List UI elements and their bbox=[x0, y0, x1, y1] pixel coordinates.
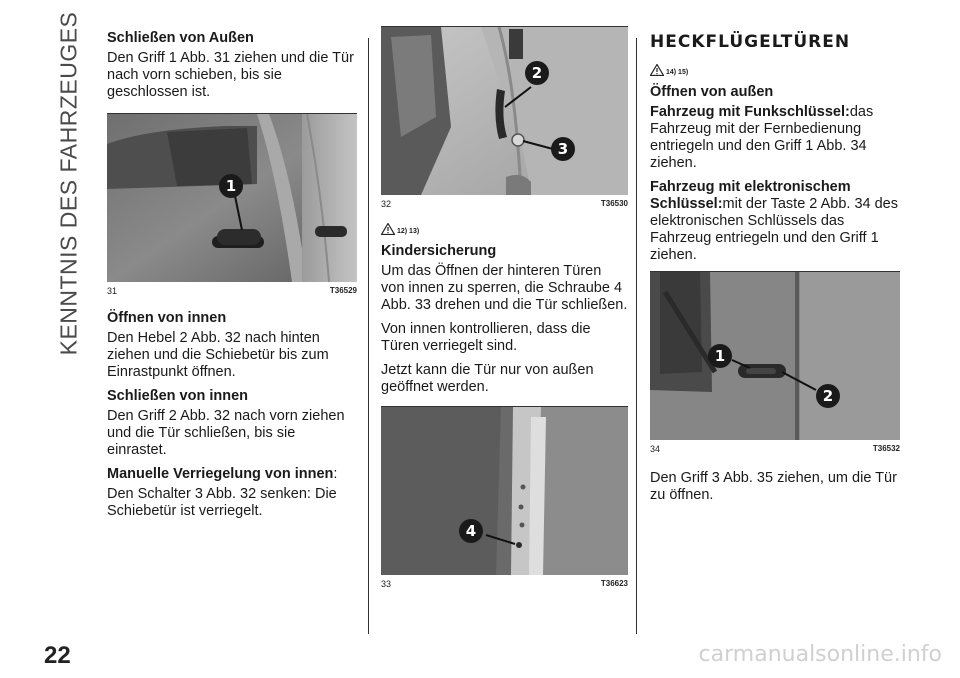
figure-33-image bbox=[381, 407, 628, 575]
paragraph bbox=[650, 104, 900, 172]
figure-number: 33 bbox=[381, 579, 392, 589]
figure-34-caption bbox=[650, 440, 900, 454]
rear-door-handle-illustration bbox=[650, 272, 900, 440]
heading-oeffnen-aussen: Öffnen von außen bbox=[650, 84, 774, 100]
figure-code: T36530 bbox=[600, 199, 628, 208]
body-text: mit der Taste 2 Abb. 34 des elektronischen Schlüssels das Fahrzeug entriegeln und den Griff 1 ziehen. bbox=[650, 196, 898, 263]
figure-number: 34 bbox=[650, 444, 661, 454]
warning-refs: 14) 15) bbox=[666, 69, 689, 76]
warning-reference bbox=[650, 58, 900, 76]
heading-text: Manuelle Verriegelung von innen bbox=[107, 466, 334, 482]
child-lock-screw-illustration bbox=[381, 407, 628, 575]
warning-refs: 12) 13) bbox=[397, 228, 420, 235]
callout-1: 1 bbox=[708, 344, 732, 368]
callout-2: 2 bbox=[525, 61, 549, 85]
figure-34 bbox=[650, 271, 900, 454]
paragraph: Den Griff 2 Abb. 32 nach vorn ziehen und die Tür schließen, bis sie einrastet. bbox=[107, 408, 345, 458]
figure-number: 31 bbox=[107, 286, 118, 296]
figure-34-image bbox=[650, 272, 900, 440]
side-section-title bbox=[52, 11, 86, 355]
paragraph: Von innen kontrollieren, dass die Türen verriegelt sind. bbox=[381, 321, 591, 354]
paragraph: Den Griff 3 Abb. 35 ziehen, um die Tür zu öffnen. bbox=[650, 470, 897, 503]
heading-oeffnen-innen: Öffnen von innen bbox=[107, 310, 227, 326]
heading-schliessen-innen: Schließen von innen bbox=[107, 388, 248, 404]
figure-code: T36529 bbox=[329, 286, 357, 295]
paragraph: Jetzt kann die Tür nur von außen geöffnet werden. bbox=[381, 362, 594, 395]
column-divider bbox=[636, 38, 637, 634]
paragraph bbox=[650, 179, 900, 264]
heading-kindersicherung: Kindersicherung bbox=[381, 243, 497, 259]
figure-32-image bbox=[381, 27, 628, 195]
section-heading: HECKFLÜGELTÜREN bbox=[650, 32, 851, 52]
paragraph: Um das Öffnen der hinteren Türen von innen zu sperren, die Schraube 4 Abb. 33 drehen und die Tür schließen. bbox=[381, 263, 628, 313]
column-2 bbox=[381, 26, 628, 589]
warning-triangle-icon bbox=[381, 223, 395, 235]
figure-code: T36623 bbox=[600, 579, 628, 588]
lead-text: Fahrzeug mit elektronischem Schlüssel: bbox=[650, 179, 851, 212]
paragraph: Den Hebel 2 Abb. 32 nach hinten ziehen und die Schiebetür bis zum Einrastpunkt öffnen. bbox=[107, 330, 329, 380]
paragraph: Den Griff 1 Abb. 31 ziehen und die Tür nach vorn schieben, bis sie geschlossen ist. bbox=[107, 50, 354, 100]
column-divider bbox=[368, 38, 369, 634]
figure-33-caption bbox=[381, 575, 628, 589]
heading-schliessen-aussen: Schließen von Außen bbox=[107, 30, 254, 46]
watermark: carmanualsonline.info bbox=[698, 642, 942, 667]
column-1 bbox=[107, 30, 357, 527]
column-3 bbox=[650, 30, 900, 511]
paragraph: Den Schalter 3 Abb. 32 senken: Die Schiebetür ist verriegelt. bbox=[107, 486, 337, 519]
figure-31 bbox=[107, 113, 357, 296]
body-text: das Fahrzeug mit der Fernbedienung entriegeln und den Griff 1 Abb. 34 ziehen. bbox=[650, 104, 874, 171]
figure-31-caption bbox=[107, 282, 357, 296]
figure-32-caption bbox=[381, 195, 628, 209]
page-number: 22 bbox=[44, 642, 71, 669]
warning-triangle-icon bbox=[650, 64, 664, 76]
callout-3: 3 bbox=[551, 137, 575, 161]
figure-33 bbox=[381, 406, 628, 589]
figure-31-image bbox=[107, 114, 357, 282]
figure-code: T36532 bbox=[872, 444, 900, 453]
callout-1: 1 bbox=[219, 174, 243, 198]
interior-lever-illustration bbox=[381, 27, 628, 195]
figure-32 bbox=[381, 26, 628, 209]
heading-manuelle-verriegelung bbox=[107, 466, 357, 483]
figure-number: 32 bbox=[381, 199, 392, 209]
side-title-text: KENNTNIS DES FAHRZEUGES bbox=[55, 11, 82, 355]
warning-reference bbox=[381, 217, 628, 235]
lead-text: Fahrzeug mit Funkschlüssel: bbox=[650, 104, 850, 120]
heading-colon: : bbox=[333, 466, 338, 482]
sliding-door-handle-illustration bbox=[107, 114, 357, 282]
callout-4: 4 bbox=[459, 519, 483, 543]
callout-2: 2 bbox=[816, 384, 840, 408]
